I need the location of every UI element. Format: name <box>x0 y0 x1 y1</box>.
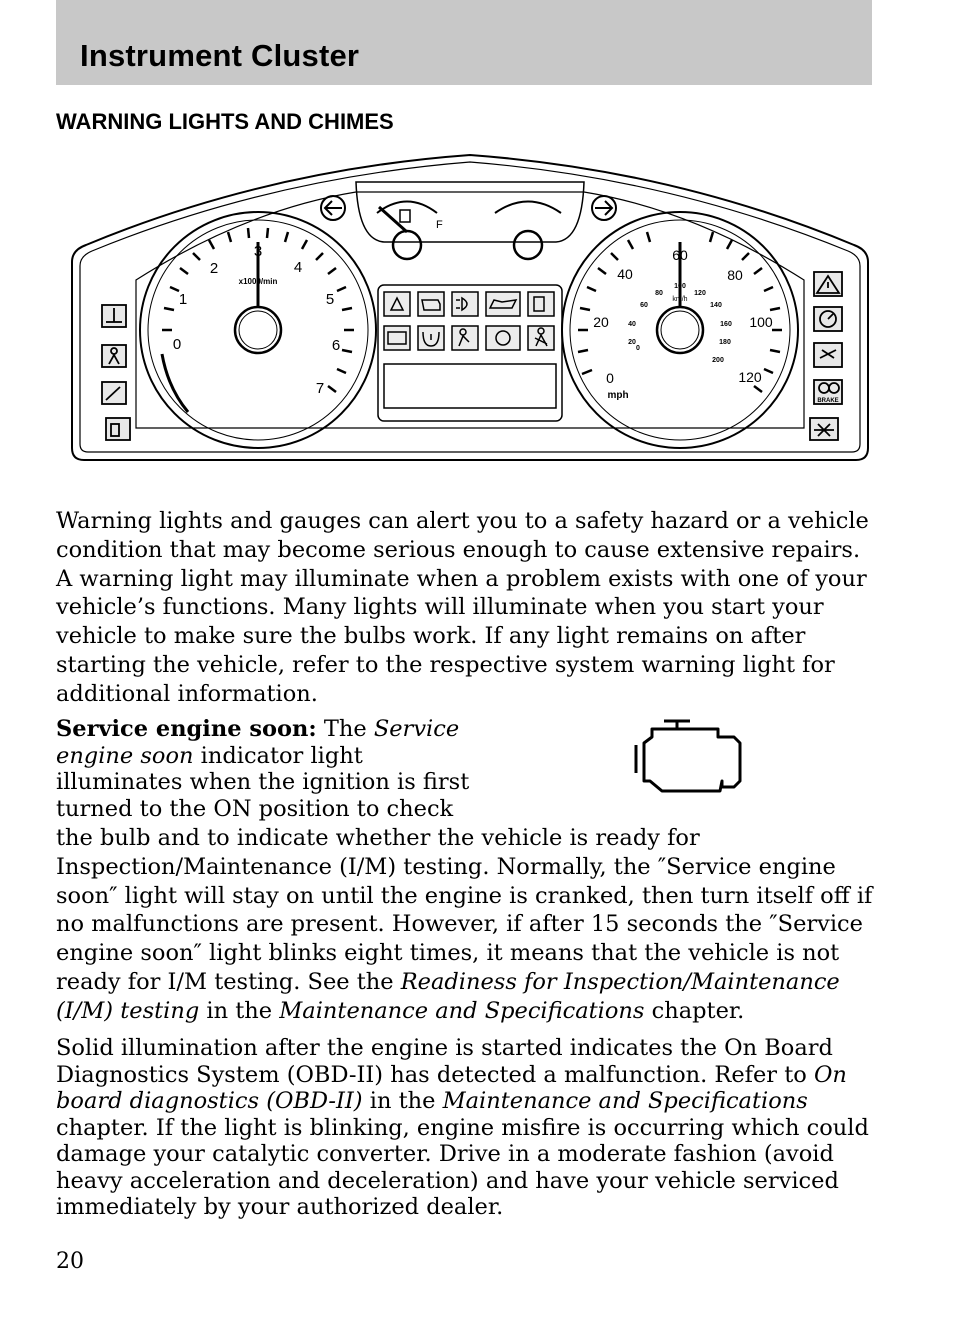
svg-text:100: 100 <box>674 283 686 290</box>
svg-text:120: 120 <box>738 369 762 385</box>
svg-text:80: 80 <box>655 290 663 297</box>
svg-text:km/h: km/h <box>672 296 688 303</box>
oil-pressure-icon <box>486 292 520 316</box>
low-fuel-icon <box>528 292 554 316</box>
svg-text:2: 2 <box>209 260 219 277</box>
svg-text:3: 3 <box>253 243 263 260</box>
svg-text:7: 7 <box>315 380 325 397</box>
4x4-icon <box>814 343 842 367</box>
service-engine-label: Service engine soon: <box>56 716 317 742</box>
text-span: The <box>316 716 374 742</box>
fuel-gauge-full-label: F <box>436 219 443 231</box>
battery-icon <box>384 326 410 350</box>
page-number: 20 <box>56 1249 84 1274</box>
emphasis-span: On board diagnostics (OBD-II) <box>56 1061 847 1114</box>
emphasis-span: Readiness for Inspection/Maintenance (I/M) testing <box>56 968 840 1024</box>
svg-text:60: 60 <box>640 302 648 309</box>
svg-text:6: 6 <box>331 337 341 354</box>
svg-text:5: 5 <box>325 291 335 308</box>
svg-text:100: 100 <box>749 314 773 330</box>
abs-icon <box>486 326 520 350</box>
service-engine-paragraph-start <box>56 716 476 822</box>
speedometer-mph-labels <box>593 247 773 386</box>
page-title: Instrument Cluster <box>80 38 360 73</box>
svg-text:4: 4 <box>293 259 303 276</box>
seatbelt-icon <box>528 326 554 350</box>
svg-text:140: 140 <box>710 302 722 309</box>
text-span: the bulb and to indicate whether the vehicle is ready for Inspection/Maintenance (I/M) testing. Normally, the ″Service engine soon″ light will stay on until the engine is cranked, then turn itself off if no malfunctions are present. However, if after 15 seconds the ″Service engine soon″ light blinks eight times, it means that the vehicle is not ready for I/M testing. See the <box>56 825 873 995</box>
svg-text:40: 40 <box>617 266 633 282</box>
headlamp-icon <box>452 292 478 316</box>
svg-text:20: 20 <box>593 314 609 330</box>
svg-text:80: 80 <box>727 267 743 283</box>
svg-text:40: 40 <box>628 321 636 328</box>
intro-paragraph: Warning lights and gauges can alert you to a safety hazard or a vehicle condition that may become serious enough to cause extensive repairs. A warning light may illuminate when a problem exists with one of your vehicle’s functions. Many lights will illuminate when you start your vehicle to make sure the bulbs work. If any light remains on after starting the vehicle, refer to the respective system warning light for additional information. <box>56 508 869 707</box>
tire-pressure-icon <box>418 326 444 350</box>
emphasis-span: Maintenance and Specifications <box>442 1088 808 1114</box>
check-engine-icon <box>418 292 444 316</box>
text-span: chapter. <box>644 997 745 1024</box>
airbag-icon <box>102 345 126 367</box>
powertrain-icon <box>384 292 410 316</box>
check-engine-icon <box>630 715 748 797</box>
warning-triangle-icon <box>814 272 842 296</box>
brake-label: BRAKE <box>817 398 839 404</box>
wrench-icon <box>102 382 126 404</box>
emphasis-span: Service engine soon <box>56 716 460 769</box>
speed-control-icon <box>814 307 842 331</box>
svg-text:160: 160 <box>720 321 732 328</box>
text-span: indicator light illuminates when the ignition is first turned to the ON position to check <box>56 742 470 822</box>
svg-text:120: 120 <box>694 290 706 297</box>
text-span: in the <box>362 1088 443 1114</box>
svg-text:1: 1 <box>178 291 188 308</box>
stability-icon <box>810 418 838 440</box>
coolant-temp-icon <box>102 305 126 327</box>
svg-text:0: 0 <box>172 336 182 353</box>
svg-text:200: 200 <box>712 357 724 364</box>
emphasis-span: Maintenance and Specifications <box>279 997 645 1024</box>
service-engine-paragraph-continued <box>56 824 896 1026</box>
text-span: in the <box>199 997 280 1024</box>
svg-text:20: 20 <box>628 339 636 346</box>
svg-text:0: 0 <box>606 370 614 386</box>
svg-text:60: 60 <box>672 247 688 263</box>
text-span: Solid illumination after the engine is started indicates the On Board Diagnostics System (OBD-II) has detected a malfunction. Refer to <box>56 1035 833 1088</box>
svg-text:x1000/min: x1000/min <box>238 277 278 286</box>
svg-text:mph: mph <box>607 390 629 401</box>
section-heading: WARNING LIGHTS AND CHIMES <box>56 109 394 134</box>
svg-text:0: 0 <box>636 345 640 352</box>
obd-paragraph <box>56 1035 876 1221</box>
fuel-door-icon <box>106 418 130 440</box>
svg-text:180: 180 <box>719 339 731 346</box>
instrument-cluster-illustration <box>66 150 874 470</box>
passenger-airbag-icon <box>452 326 478 350</box>
text-span: chapter. If the light is blinking, engine misfire is occurring which could damage your catalytic converter. Drive in a moderate fashion (avoid heavy acceleration and deceleration) and have your vehicle serviced immediately by your authorized dealer. <box>56 1114 869 1220</box>
